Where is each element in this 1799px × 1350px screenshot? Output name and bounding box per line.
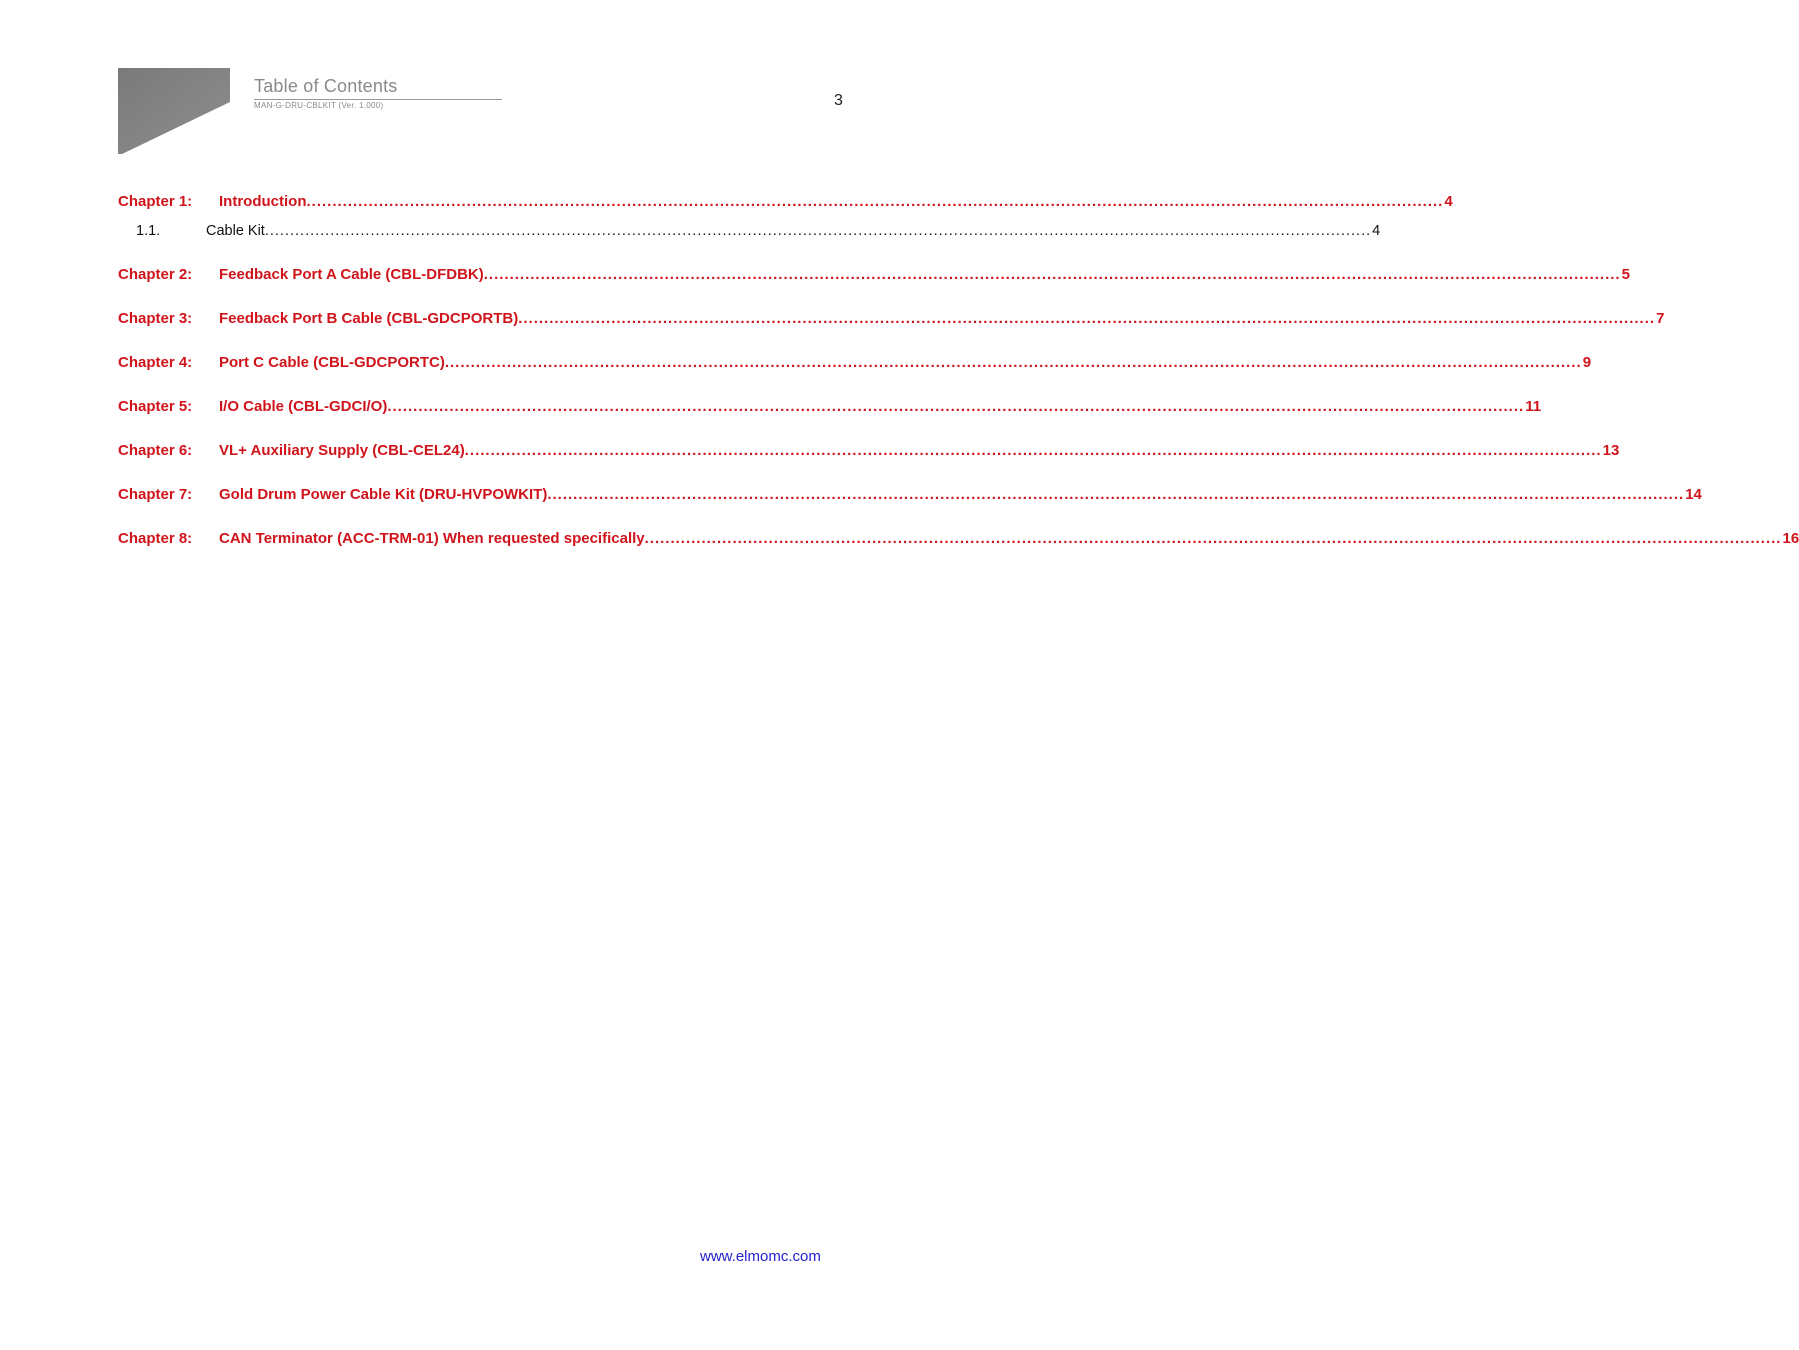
toc-entry-chapter-8[interactable] xyxy=(118,530,1799,550)
toc-entry-chapter-5[interactable] xyxy=(118,398,1542,418)
grey-slanted-block-logo xyxy=(118,68,248,156)
toc-dot-leader: ............................................................................................................................................................................................................................ xyxy=(387,398,1525,415)
toc-dot-leader: ............................................................................................................................................................................................................................ xyxy=(483,266,1621,283)
toc-entry-chapter-3[interactable] xyxy=(118,310,1665,330)
toc-entry-title: Introduction xyxy=(219,193,307,210)
toc-entry-number: Chapter 4: xyxy=(118,354,193,371)
toc-entry-number: Chapter 2: xyxy=(118,266,193,283)
toc-entry-title: I/O Cable (CBL-GDCI/O) xyxy=(219,398,388,415)
toc-dot-leader: ............................................................................................................................................................................................................................ xyxy=(547,486,1685,503)
toc-entry-number: 1.1. xyxy=(136,223,161,239)
document-id: MAN-G-DRU-CBLKIT (Ver. 1.000) xyxy=(254,101,384,110)
toc-entry-title: VL+ Auxiliary Supply (CBL-CEL24) xyxy=(219,442,465,459)
toc-entry-page: 9 xyxy=(1582,354,1592,371)
toc-entry-page: 14 xyxy=(1685,486,1702,503)
toc-entry-title: Cable Kit xyxy=(206,223,265,239)
toc-entry-number: Chapter 7: xyxy=(118,486,193,503)
page-number: 3 xyxy=(834,92,843,109)
toc-dot-leader: ............................................................................................................................................................................................................................ xyxy=(264,223,1372,239)
toc-entry-title: Port C Cable (CBL-GDCPORTC) xyxy=(219,354,445,371)
toc-dot-leader: ............................................................................................................................................................................................................................ xyxy=(518,310,1656,327)
toc-entry-title: Feedback Port B Cable (CBL-GDCPORTB) xyxy=(219,310,519,327)
toc-entry-number: Chapter 5: xyxy=(118,398,193,415)
toc-entry-chapter-1[interactable] xyxy=(118,193,1453,213)
toc-entry-page: 5 xyxy=(1621,266,1630,283)
toc-entry-number: Chapter 6: xyxy=(118,442,193,459)
toc-entry-chapter-6[interactable] xyxy=(118,442,1620,462)
toc-entry-chapter-2[interactable] xyxy=(118,266,1630,286)
toc-entry-section-1-1[interactable] xyxy=(118,223,1381,243)
toc-dot-leader: ............................................................................................................................................................................................................................ xyxy=(306,193,1444,210)
header-divider xyxy=(254,99,502,100)
toc-entry-page: 16 xyxy=(1782,530,1799,547)
section-title: Table of Contents xyxy=(254,76,398,96)
toc-entry-page: 11 xyxy=(1525,398,1542,415)
toc-entry-title: Gold Drum Power Cable Kit (DRU-HVPOWKIT) xyxy=(219,486,548,503)
toc-entry-chapter-7[interactable] xyxy=(118,486,1702,506)
toc-entry-title: Feedback Port A Cable (CBL-DFDBK) xyxy=(219,266,484,283)
toc-dot-leader: ............................................................................................................................................................................................................................ xyxy=(444,354,1582,371)
toc-entry-page: 7 xyxy=(1656,310,1665,327)
toc-dot-leader: ............................................................................................................................................................................................................................ xyxy=(644,530,1782,547)
toc-entry-page: 4 xyxy=(1444,193,1453,210)
toc-entry-number: Chapter 8: xyxy=(118,530,193,547)
toc-entry-chapter-4[interactable] xyxy=(118,354,1592,374)
toc-entry-page: 4 xyxy=(1372,223,1381,239)
toc-entry-number: Chapter 3: xyxy=(118,310,193,327)
toc-entry-number: Chapter 1: xyxy=(118,193,193,210)
website-link[interactable]: www.elmomc.com xyxy=(700,1248,821,1265)
toc-dot-leader: ............................................................................................................................................................................................................................ xyxy=(464,442,1602,459)
toc-entry-title: CAN Terminator (ACC-TRM-01) When requested specifically xyxy=(219,530,645,547)
toc-entry-page: 13 xyxy=(1602,442,1620,459)
